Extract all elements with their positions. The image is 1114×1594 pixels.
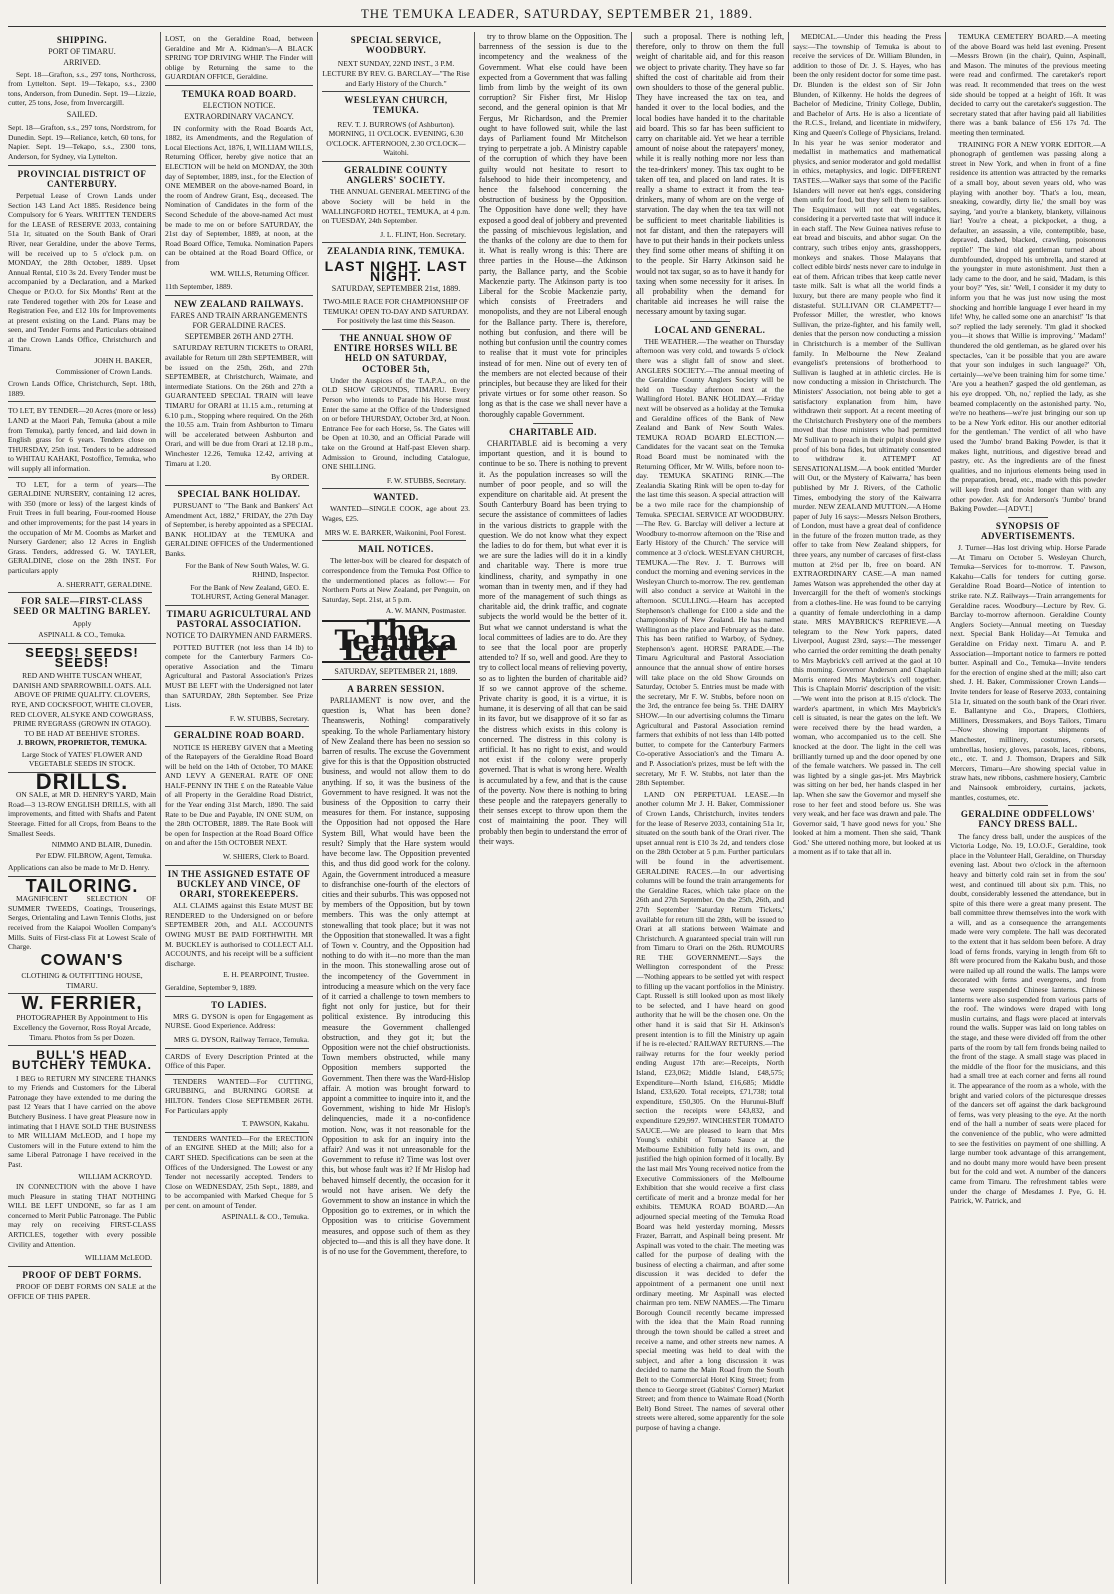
column-divider: [474, 32, 475, 1584]
column-2: [165, 32, 313, 1584]
butchery-signature: WILLIAM ACKROYD.: [78, 1171, 152, 1181]
bank-holiday-signature-2: For the Bank of New Zealand, GEO. E. TOLHURST, Acting General Manager.: [165, 581, 309, 606]
drills-agent: Per EDW. FILBROW, Agent, Temuka.: [35, 850, 152, 860]
assigned-estate-date: Geraldine, September 9, 1889.: [165, 981, 313, 997]
anglers-heading: GERALDINE COUNTY ANGLERS' SOCIETY.: [344, 164, 448, 186]
ladies-body: MRS G. DYSON is open for Engagement as NURSE. Good Experience. Address:: [165, 1011, 313, 1031]
railways-heading: NEW ZEALAND RAILWAYS.: [174, 298, 304, 309]
seeds-body: RED AND WHITE TUSCAN WHEAT, DANISH AND SPARROWBILL OATS. ALL ABOVE OF PRIME QUALITY. CLOVERS, RYE, AND COCKSFOOT, WHITE CLOVER, RED CLOVER, ALSYKE AND COWGRASS, PRIME RYEGRASS (GROWN IN OTAGO). TO BE HAD AT BEEHIVE STORES.: [10, 671, 154, 738]
service-heading: SPECIAL SERVICE, WOODBURY.: [350, 35, 442, 56]
railways-body: SATURDAY RETURN TICKETS to ORARI, available for Return till 28th SEPTEMBER, will be issued on the 25th, 26th, and 27th SEPTEMBER, at Christchurch, Waimate, and intermediate Stations. On the 26th and 27th a GUARANTEED SPECIAL TRAIN will leave TIMARU for ORARI at 11.15 a.m., returning at 6.10 p.m., Stopping where required. On the 26th the 10.55 a.m. Train from Ashburton to Timaru will be accelerated between Ashburton and Orari, and will be due from Orari at 12.18 p.m., Winchester 12.26, Temuka 12.42, arriving at Timaru at 1.20.: [165, 343, 313, 468]
seed-sale-signature: ASPINALL & CO., Temuka.: [8, 628, 156, 644]
debt-body: PROOF OF DEBT FORMS ON SALE at the OFFICE OF THIS PAPER.: [8, 1282, 156, 1301]
pastoral-body: POTTED BUTTER (not less than 14 lb) to compete for the Canterbury Farmers Co-operative Association and the Timaru Agricultural and Pastoral Association's Prizes MUST BE LEFT with the Undersigned not later than SATURDAY, 28th September. See Prize Lists.: [165, 642, 313, 710]
drills-signature: NIMMO AND BLAIR, Dunedin.: [51, 840, 152, 850]
railways-subheading: FARES AND TRAIN ARRANGEMENTS FOR GERALDINE RACES.: [170, 310, 308, 331]
horses-body: Under the Auspices of the T.A.P.A., on the OLD SHOW GROUNDS, TIMARU. Every Person who intends to Parade his Horse must Enter the same at the Office of the Undersigned on or before THURSDAY, October 3rd, at Noon. Entrance Fee for each Horse, 5s. The Gates will be Open at 10.30, and an Official Parade will take on the Ground at Half-past Eleven sharp. Admission to Ground, including Catalogue, ONE SHILLING.: [322, 375, 470, 472]
section-divider: [690, 321, 730, 322]
horses-signature: F. W. STUBBS, Secretary.: [322, 474, 466, 490]
cowan-subheading: CLOTHING & OUTFITTING HOUSE, TIMARU.: [8, 969, 156, 994]
wanted-body: WANTED—SINGLE COOK, age about 23. Wages, £25.: [322, 504, 470, 524]
election-date: 11th September, 1889.: [165, 280, 313, 296]
charitable-aid-continued: such a proposal. There is nothing left, therefore, only to throw on them the full weight of charitable aid, and for this reason we object to private charity. They have so far shifted the cost of charitable aid from their own shoulders to those of the general public. They have increased the tax on tea, and handed it over to the local bodies, and the local bodies have handed it to the charitable aid board. This so far has been sufficient to carry on charitable aid. Yet we hear a terrible amount of noise about the ratepayers' money, while it is really nothing more nor less than the tea-drinkers' money. This tax ought to be taken off tea, and placed on land rates. It is really a shame to extract it from the tea-drinkers, many of whom are on the verge of starvation. The day when the tea tax will not be sufficient to meet charitable liabilities is not far distant, and then the ratepayers will have to put their hands in their pockets unless they find some other means of shifting it on to the people. Sir Harry Atkinson said he would not tax sugar, so as to have it handy for taxing when some necessity for it arises. In all probability when the demand for charitable aid increases he will raise the necessary amount by taxing sugar.: [636, 32, 784, 317]
assigned-estate-signature: E. H. PEARPOINT, Trustee.: [223, 970, 309, 980]
bank-holiday-signature-1: For the Bank of New South Wales, W. G. RHIND, Inspector.: [185, 560, 309, 580]
section-divider: [533, 423, 573, 424]
district-signature-title: Commissioner of Crown Lands.: [55, 366, 152, 376]
top-rule: [8, 26, 1106, 27]
bank-holiday-heading: SPECIAL BANK HOLIDAY.: [177, 488, 301, 499]
barren-session-heading: A BARREN SESSION.: [347, 683, 445, 694]
anglers-body: THE ANNUAL GENERAL MEETING of the above Society will be held in the WALLINGFORD HOTEL, TEMUKA, at 4 p.m. on TUESDAY, 24th September.: [322, 187, 470, 226]
tenders-ad-1-signature: T. PAWSON, Kakahu.: [165, 1117, 309, 1133]
railways-dates: SEPTEMBER 26TH AND 27TH.: [184, 332, 294, 342]
column-4: [479, 32, 627, 1584]
rink-heading: ZEALANDIA RINK, TEMUKA.: [327, 246, 465, 257]
election-signature: WM. WILLS, Returning Officer.: [210, 269, 309, 279]
wanted-signature: MRS W. E. BARKER, Waikonini, Pool Forest.: [322, 526, 466, 542]
shipping-heading: SHIPPING.: [56, 35, 108, 45]
barren-session-continued: try to throw blame on the Opposition. The barrenness of the session is due to the incompetency and the weakness of the Government. What else could have been expected from a Government that was falling limb from limb by the weight of its own corruption? Sir Fisher first, Mr Hislop second, and the general opinion is that Mr Fergus, Mr Richardson, and the Premier ought to have followed suit, while the last days of Parliament found Mr Mitchelson trying to perpetrate a job. A Ministry capable of the corruption of which they have been guilty would not hesitate to resort to falsehood to hide their incompetency, and hence the falsehood concerning the obstruction of business by the Opposition. The Opposition have done well; they have exposed a good deal of jobbery and prevented the passing of mischievous legislation, and the thanks of the colony are due to them for it. What is really wrong is this: There are three parties in the House—the Atkinson party, the Ballance party, and the Scobie Mackenzie party. The Atkinson party is too Liberal for the Scobie Mackenzie party, which consists of Freetraders and monopolists, and they are not Liberal enough for the Ballance party. There is, therefore, nothing but confusion, and there will be nothing but confusion until the country comes to realise that it must vote for principles instead of for men. Nine out of every ten of the members are not elected because of their principles, but because they are liked for their private virtues or for some other reason. So long as that is the case we shall never have a thoroughly capable Government.: [479, 32, 627, 419]
wesleyan-body: REV. T. J. BURROWS (of Ashburton). MORNING, 11 O'CLOCK. EVENING, 6.30 O'CLOCK. AFTERNOON, 2.30 O'CLOCK—Waitohi.: [322, 118, 470, 162]
rink-body: TWO-MILE RACE FOR CHAMPIONSHIP OF TEMUKA! OPEN TO-DAY AND SATURDAY. For positively the last time this Season.: [322, 295, 470, 330]
tailoring-body: MAGNIFICENT SELECTION OF SUMMER TWEEDS, Coatings, Trouserings, Serges, Orientaling and Lawn Tennis Cloths, just received from the Kaiapoi Woollen Company's Mills. Suits of First-class Fit at Lowest Scale of Charge.: [8, 894, 156, 952]
editor-anecdote: TRAINING FOR A NEW YORK EDITOR.—A phonograph of gentlemen was passing along a street in New York, and when in front of a fine residence its attention was attracted by the remarks of a small boy, about seven years old, who was playing with another boy. 'That's a lou, mean, sneaking, cowardly, dirty lie,' the small boy was saying, 'and you're a blankety, blankety, villainous liar! You're a cheat, a pickpocket, a thug, a defaulter, an assassin, a vile, contemptible, base, depraved, dashed, blacked, crawling, poisonous reptile!' The kind old gentleman turned about dumbfounded, dropped his umbrella, and stared at the youngster in mute astonishment. Just then a lady came to the door, and he said, 'Madam, is this your boy?' 'Yes, sir.' 'Well, I consider it my duty to inform you that he was just now using the most shocking and horrible language I ever heard in my life! Why, he called some one an anarchist!' 'Is that so?' replied the lady serenely. 'I'm glad it shocked you—it shows that Willie is improving.' 'Madam!' thundered the old gentleman, as he glared over his spectacles, 'can it be possible that you are aware that your son indulges in such language?' 'Oh, certainly—we've been training him for some time.' 'Are you a heathen?' gasped the old gentleman, as his eye dropped. 'Oh, no,' replied the lady, as she beamed complacently on the astonished party. 'No, we're no heathens—we're just bringing our son up to be a New York editor. His our another editorial for the gentleman.' The verdict of all who have used the 'Jumbo' brand Baking Powder, is that it makes light, nutritious, and digestive bread and pastry, etc. As the ingredients are of the finest qualities, and no injurious elements being used in the preparation, bread, etc., made with this powder will keep fresh and moist longer than with any other powder. Ask for Anderson's 'Jumbo' brand Baking Powder.—[ADVT.]: [950, 139, 1106, 514]
masthead: THE TEMUKA LEADER, SATURDAY, SEPTEMBER 21, 1889.: [360, 6, 754, 21]
column-divider: [631, 32, 632, 1584]
ladies-heading: TO LADIES.: [211, 999, 267, 1010]
synopsis-heading: SYNOPSIS OF ADVERTISEMENTS.: [981, 520, 1075, 541]
seed-sale-apply: Apply: [72, 618, 92, 628]
pastoral-heading: TIMARU AGRICULTURAL AND PASTORAL ASSOCIATION.: [166, 608, 312, 630]
column-divider: [945, 32, 946, 1584]
election-heading: TEMUKA ROAD BOARD.: [181, 88, 297, 99]
mail-signature: A. W. MANN, Postmaster.: [385, 606, 466, 616]
drills-note: Applications can also be made to Mr D. Henry.: [8, 861, 156, 877]
horses-heading: THE ANNUAL SHOW OF ENTIRE HORSES WILL BE HELD ON SATURDAY, OCTOBER 5th,: [333, 332, 459, 374]
arrived-label: ARRIVED.: [63, 58, 101, 68]
sailed-label: SAILED.: [66, 109, 98, 119]
butchery2-body: IN CONNECTION with the above I have much Pleasure in stating THAT NOTHING WILL BE LEFT UNDONE, so far as I am concerned to Merit Public Patronage. The Public may rely on receiving FIRST-CLASS ARTICLES, together with every possible Civility and Attention.: [8, 1182, 156, 1249]
charitable-aid-body: CHARITABLE aid is becoming a very important question, and it is bound to continue to be so. There is nothing to prevent it. As the population increases so will the number of poor people, and so will the expenditure on charitable aid. At present the South Canterbury Board has been trying to secure the assistance of committees of ladies in the various districts to grapple with the question. We do not know what they expect the ladies to do for them, but what ever it is we are sure the ladies will do it in a kindly and charitable way. There is more true kindliness, charity, and sympathy in one woman than in twenty men, and if they had more of the management of such things as charitable aid, the drink traffic, and cognate subjects the world would be the better of it. But what we cannot understand is what the local committees of ladies are to do. Are they to see that the local poor are properly attended to? If so, well and good. Are they to try to collect local means of relieving poverty, so as to lighten the burden of charitable aid? If so we cannot approve of the scheme. Private charity is good, it is a virtue, it is humane, it is deserving of all that can be said in its favor, but we disapprove of it so far as the distress which exists in this colony is concerned. The distress in this colony is artificial. It has no right to exist, and would not exist if the colony were properly governed. That is what is wrong here. Wealth is accumulated by a few, and that is the cause of the poverty. Now there is nothing to bring these people and the ratepayers generally to their senses except to throw upon them the cost of maintaining the poor. They will probably then begin to understand the error of their ways.: [479, 438, 627, 846]
debt-heading: PROOF OF DEBT FORMS.: [22, 1269, 142, 1280]
to-let-ad-2-signature: A. SHERRATT, GERALDINE.: [8, 578, 152, 594]
drills-heading: DRILLS.: [35, 769, 129, 795]
ball-heading: GERALDINE ODDFELLOWS' FANCY DRESS BALL.: [960, 809, 1096, 830]
local-general-body: THE WEATHER.—The weather on Thursday afternoon was very cold, and towards 5 o'clock there was a slight fall of snow and sleet. ANGLERS SOCIETY.—The annual meeting of the Geraldine County Anglers Society will be held on Tuesday afternoon next at the Wallingford Hotel. BANK HOLIDAY.—Friday next will be observed as a holiday at the Temuka and Geraldine offices of the Bank of New Zealand and Bank of New South Wales. TEMUKA ROAD BOARD ELECTION.—Candidates for the vacant seat on the Temuka Road Board must be nominated with the Returning Officer, Mr W. Wills, before noon to-day. TEMUKA SKATING RINK.—The Zealandia Skating Rink will be open to-day for the last time this season. A special attraction will be a two mile race for the championship of Temuka. SPECIAL SERVICE AT WOODBURY.—The Rev. G. Barclay will deliver a lecture at Woodbury to-morrow afternoon on the 'Rise and Early History of the Church.' The service will commence at 3 o'clock. WESLEYAN CHURCH, TEMUKA.—The Rev. J. T. Burrows will conduct the morning and evening services in the Wesleyan Church to-morrow. The rev. gentleman will also conduct a service at Waitohi in the afternoon. SCULLING.—Hearn has accepted Stephenson's challenge for £100 a side and the championship of New Zealand. He has named Wellington as the place and February as the date. This has been ratified to Warboy, of Sydney, Stephenson's agent. HORSE PARADE.—The Timaru Agricultural and Pastoral Association announce that the annual show of entire horses will take place on the old Show Grounds on Saturday, October 5. Entries must be made with the secretary, Mr F. W. Stubbs, before noon on the 3rd, the entrance fee being 5s. THE DAIRY SHOW.—In our advertising columns the Timaru Agricultural and Pastoral Association remind farmers that exhibits of not less than 14lb potted butter, to compete for the Canterbury Farmers Co-operative Association's and the Timaru A. and P. Association's prizes, must be left with the secretary, Mr F. W. Stubbs, not later than the 28th September.: [636, 336, 784, 788]
cards-ad: CARDS of Every Description Printed at the Office of this Paper.: [165, 1050, 313, 1075]
pastoral-subheading: NOTICE TO DAIRYMEN AND FARMERS.: [165, 631, 312, 641]
wesleyan-heading: WESLEYAN CHURCH, TEMUKA.: [344, 95, 448, 116]
mail-body: The letter-box will be cleared for despatch of correspondence from the Temuka Post Office to the undermentioned places as follow:— For Northern Ports at New Zealand, per Penguin, on Saturday, Sept. 21st, at 5 p.m.: [322, 556, 470, 604]
charitable-aid-heading: CHARITABLE AID.: [509, 426, 597, 437]
geraldine-board-signature: W. SHIERS, Clerk to Board.: [165, 850, 309, 866]
local-general-continued: MEDICAL.—Under this heading the Press says:—The township of Temuka is about to receive the services of Dr. William Blunden, in addition to those of Dr. J. S. Hayes, who has been the only resident doctor for some time past. Dr. Blunden is the eldest son of Sir John Blunden, of Kilkenny. He holds the degrees of Bachelor of Medicine, Trinity College, Dublin, and Bachelor of Arts. He is also a licentiate of the R.C.S., Ireland, and licentiate in midwifery, King and Queen's College of Physicians, Ireland. In his year he was senior moderator and medallist in mathematics and mathematical physics, and senior moderator and gold medallist in ethics, metaphysics, and logic. DIFFERENT TASTES.—Walker says that some of the Pacific Islanders will never eat hen's eggs, considering them unfit for food, but they sell them to sailors. The Esquimaux will not eat vegetables, considering it a perverted taste that will induce it in each staff. The New Guinea natives refuse to eat bread and biscuits, and abhor sugar. On the contrary, such tribes enjoy ants, grasshoppers, monkeys and snakes. Those Malayans that collect edible birds' nests never care to indulge in eat of them. African tribes that keep cattle never taste milk. Salt is what all the world finds a luxury, but there are many people who find it distasteful. SULLIVAN OR CLAMPETT?—Professor Miller, the wrestler, who knows Sullivan, the prize-fighter, and his family well, denies that the person now conducting a mission in Christchurch is a member of the Sullivan family. In Melbourne the New Zealand evangelist's pretensions of brotherhood to Sullivan is laughed at in athletic circles. He is now conducting a mission in Christchurch. The Ministers' Association, not being able to get a satisfactory explanation from him, have withdrawn their support. At a recent meeting of the Christchurch Presbytery one of the members moved that those ministers who had permitted Mr Sullivan to preach in their pulpit should give proof of his bona fides, but ultimately consented to withdraw it. ATTEMPT AT SENSATIONALISM.—A book entitled 'Murder will Out, or the Mystery of Kaiwarra,' has been published by Mr J. Rivers, of the Catholic Times, embodying the story of the Kaiwarra murder. NEW ZEALAND MUTTON.—A Home paper of July 16 says:—Messrs Nelson Brothers, of London, must have a great deal of confidence in the future of the frozen mutton trade, as they offer to take from New Zealand shippers, for three years, any number of carcases of first-class mutton at 2½d per lb, free on board. AN EXTRAORDINARY CASE.—A man named James Watson was apprehended the other day at Invercargill for the theft of women's stockings from a clothes-line. He was found to be carrying a quantity of female underclothing in a damp state. MRS MAYBRICK'S REPRIEVE.—A telegram to the New York papers, dated Liverpool, August 23rd, says:—The messenger who carried the order remitting the death penalty to Mrs Maybrick's cell arrived at the gaol at 10 this morning. Governor Anderson and Chaplain Morris entered Mrs Maybrick's cell together. This is Chaplain Morris' description of the visit:—'We went into the prison at 8.15 o'clock. The warder's apartment, in which Mrs Maybrick's cell is situated, is near the gates on the left. We were received there by the head warden, a woman, who accompanied us to the cell. She knocked at the door. The light in the cell was brilliantly turned up and the door opened by one of the female watchers. We passed in. The cell was lighted by a single gas-jet. Mrs Maybrick was sitting on her bed, her hands clasped in her lap. When she saw the Governor and myself she rose to her feet and stood before us. She was very weak, and her face was drawn and pale. The Governor said, 'I have good news for you.' She looked at him a moment. Then she said, 'Thank God.' She uttered nothing more, but looked at us a moment as if to take that all in.: [793, 32, 941, 857]
column-divider: [317, 32, 318, 1584]
vacancy-subheading: EXTRAORDINARY VACANCY.: [184, 112, 294, 122]
geraldine-board-heading: GERALDINE ROAD BOARD.: [173, 730, 305, 741]
column-6: [793, 32, 941, 1584]
pastoral-signature: F. W. STUBBS, Secretary.: [165, 712, 309, 728]
district-body: Perpetual Lease of Crown Lands under Section 143 Land Act 1885. Residence being Compulsory for 6 Years. WRITTEN TENDERS for the LEASE of RESERVE 2033, containing 51a 1r, situated on the South Bank of Orari River, near Geraldine, under the above Terms, will be received up to 5 o'clock p.m. on MONDAY, the 28th October, 1889. Upset Annual Rental, £10 3s 2d. Every Tender must be accompanied by a Declaration, and a Marked Cheque or P.O.O. for Six Months' Rent at the rate Tendered together with 20s for Lease and Registration Fee, and £12 10s for Improvements at present existing on the Land. Plans may be seen, and Tender Forms and Particulars obtained at the Crown Lands Office, Christchurch and Timaru.: [8, 190, 156, 354]
rink-date: SATURDAY, SEPTEMBER 21st, 1889.: [331, 283, 461, 293]
barren-session-body: PARLIAMENT is now over, and the question is, What has been done? Theansweris, Nothing! comparatively speaking. To the whole Parliamentary history of New Zealand there has been no session so barren of results. The excuse the Government give for this is that the Opposition obstructed business, and would not allow them to do anything. If so, it was the business of the Government to have resigned. It was not the business of the Opposition to carry their measures for them. For instance, supposing the Opposition had not opposed the Hare System Bill, What would have been the result? Simply that the Hare system would have become law. The Opposition prevented this, and thus did good work for the colony. Again, the Government introduced a measure to disfranchise one-fourth of the electors of cities and their suburbs. This was opposed not by members of the Opposition, but by town members. This was the only attempt at stonewalling that took place; but it was not the Opposition that stonewalled. It was a fight of Town v. Country, and the Opposition had nothing to do with it—no more than the man in the moon. This stonewalling arose out of the incompetency of the Government in introducing a measure which on the very face of it carried a challenge to town members to fight not only for justice, but for their political existence. By introducing this measure the Government challenged obstruction, and they got it; but the Opposition were not the chief obstructionists. Town members obstructed, while many Opposition members supported the Government. Then there was the Ward-Hislop affair. A motion was brought forward to appoint a committee to inquire into it, and the Government, wishing to hide Mr Hislop's delinquencies, made it a no-confidence motion. Now, was it not reasonable for the Opposition to ask for an inquiry into the affair? And was it not unreasonable for the Government to refuse it? Time was lost over this, but whose fault was it? If Mr Hislop had behaved himself decently, the occasion for it would not have arisen. We defy the Government to show an instance in which the Opposition go to extremes, or in which the Opposition was to criticise Government measures, and oppose such of them as they objected to—and this is all they have done. It is of no use for the Government, therefore, to: [322, 696, 470, 1257]
port-heading: PORT OF TIMARU.: [48, 47, 116, 57]
section-divider: [1008, 805, 1048, 806]
column-divider: [788, 32, 789, 1584]
seed-sale-heading: FOR SALE—FIRST-CLASS SEED OR MALTING BARLEY.: [13, 596, 151, 617]
sailed-list: Sept. 18—Grafton, s.s., 297 tons, Nordstrom, for Dunedin. Sept. 19—Reliance, ketch, 60 tons, for Napier. Sept. 19—Tekapo, s.s., 2300 tons, Anderson, for Sydney, via Lyttelton.: [8, 121, 156, 165]
seeds-extra: Large Stock of YATES' FLOWER AND VEGETABLE SEEDS IN STOCK.: [8, 748, 156, 773]
ball-body: The fancy dress ball, under the auspices of the Victoria Lodge, No. 19, I.O.O.F., Geraldine, took place in the Volunteer Hall, Geraldine, on Thursday evening last. About two o'clock in the afternoon heavy and bitterly cold rain set in from the sou' west, and continued till about six p.m. This, no doubt, considerably lessened the attendance, but in spite of this there were a great many present. The ball committee threw themselves into the work with a will, and as a consequence the arrangements made were very complete. The hall was decorated to the extent that it has seldom been before. A dray load of ferns fronds, varying in length from 6ft to 8ft were procured from the Kakahu bush, and those were nailed up all round the walls. The lamps were decorated with ferns and evergreens, and from these were suspended Chinese lanterns. Chinese lanterns were also suspended from various parts of the roof. The windows were draped with long muslin curtains, and flags were placed at intervals round the walls. Supper was laid on long tables on the stage, and these were divided off from the other parts of the room by tall fern fronds being nailed to the front of the stage. A small stage was placed in the middle of the floor for the musicians, and this had a small tree at each corner and ferns all round it. The appearance of the room as a whole, with the bright and varied colors of the picturesque dresses of the dancers set off against the dark background of ferns, was very pleasing to the eye. At the north end of the hall a number of seats were placed for the convenience of the public, who were admitted to see the festivities on payment of one shilling. A large number took advantage of this arrangement, and no doubt many more would have been present but for the cold and wet. A number of the dancers came from Timaru. The refreshment tables were under the charge of Mesdames J. Pye, G. H. Patrick, W. Patrick, and: [950, 831, 1106, 1206]
mail-heading: MAIL NOTICES.: [358, 544, 434, 555]
ladies-signature: MRS G. DYSON, Railway Terrace, Temuka.: [165, 1033, 309, 1049]
lost-ad: LOST, on the Geraldine Road, between Geraldine and Mr A. Kidman's—A BLACK SPRING TOP DRIVING WHIP. The Finder will oblige by Returning the same to the GUARDIAN OFFICE, Geraldine.: [165, 32, 313, 86]
tailoring-heading: TAILORING.: [25, 876, 139, 897]
district-dateline: Crown Lands Office, Christchurch, Sept. 18th, 1889.: [8, 377, 156, 402]
column-5: [636, 32, 784, 1584]
column-1: [8, 32, 156, 1584]
assigned-estate-heading: IN THE ASSIGNED ESTATE OF BUCKLEY AND VINCE, OF ORARI, STOREKEEPERS.: [167, 868, 311, 900]
ferrier-heading: W. FERRIER,: [21, 993, 143, 1014]
ferrier-subheading: PHOTOGRAPHER By Appointment to His Excellency the Governor, Ross Royal Arcade, Timaru. Photos from 5s per Dozen.: [8, 1011, 156, 1046]
local-general-body-2: LAND ON PERPETUAL LEASE.—In another column Mr J. H. Baker, Commissioner of Crown Lands, Christchurch, invites tenders for the lease of Reserve 2033, containing 51a 1r, situated on the south bank of the Orari river. The upset annual rent is £10 3s 2d, and tenders close on the 28th October at 5 p.m. Further particulars will be found in the advertisement. GERALDINE RACES.—In our advertising columns will be found the train arrangements for the Geraldine Races, which take place on the 26th and 27th September. On the 25th, 26th, and 27th September 'Saturday Return Tickets,' available for return till the 28th, will be issued to Orari at all stations between Waimate and Christchurch. A guaranteed special train will run from Timaru to Orari on the 26th. RUMOURS RE THE GOVERNMENT.—Says the Wellington correspondent of the Press:—'Nothing appears to be settled yet with respect to filling up the vacant portfolios in the Ministry. Capt. Russell is still looked upon as most likely to be selected, and I have heard on good authority that he will be the chosen one. On the other hand it is said that Sir H. Atkinson's present intention is to fill the Ministry up again if he is re-elected.' RAILWAY RETURNS.—The railway returns for the four weekly period ending August 17th are:—Receipts, North Island, £23,062; Middle Island, £48,575; Expenditure—North Island, £16,685; Middle Island, £33,620. Total receipts, £71,738; total expenditure, £50,305. On the Hurunui-Bluff section the receipts were £43,832, and expenditure £29,997. WINCHESTER TOMATO SAUCE.—We are pleased to learn that Mrs Young's exhibit of Tomato Sauce at the Melbourne Exhibition fully held its own, and justified the high opinion formed of it locally. By the last mail Mrs Young received notice from the Executive Commissioners of the Melbourne Exhibition that she would receive a first class certificate of merit and a bronze medal for her exhibits. TEMUKA ROAD BOARD.—An adjourned special meeting of the Temuka Road Board was held yesterday morning, Messrs Frazer, Barratt, and Aspinall being present. Mr Aspinall was voted to the chair. The meeting was called for the purpose of dealing with the business of electing a chairman, and after some discussion it was decided to defer the appointment of a permanent one until next ordinary meeting. Mr Aspinall was elected chairman pro tem. NEW NAMES.—The Timaru Borough Council recently became impressed with the idea that the Main Road running through the town should be called a street and receive a name, and other streets new names. A special meeting was held to deal with the subject, and after a long discussion it was decided to name the Main Road from the South Belt to the Commercial Hotel King Street; from thence to George street (Gabites' Corner) Market Street; and from thence to Waimate Road (North Belt) Bond Street. The names of several other streets were altered, some apparently for the sole purpose of having a change.: [636, 789, 784, 1432]
newspaper-dateline: SATURDAY, SEPTEMBER 21, 1889.: [322, 665, 470, 680]
synopsis-body: J. Turner—Has lost driving whip. Horse Parade—At Timaru on October 5. Wesleyan Church, Temuka—Services for to-morrow. T. Pawson, Kakahu—Calls for tenders for cutting gorse. Geraldine Road Board—Notice of intention to strike rate. N.Z. Railways—Train arrangements for Geraldine races. Woodbury—Lecture by Rev. G. Barclay to-morrow afternoon. Geraldine County Anglers Society—Annual meeting on Tuesday next. Special Bank Holiday—At Temuka and Geraldine on Friday next. Timaru A. and P. Association—Important notice to farmers re potted butter. Aspinall and Co., Temuka—Invite tenders for the erection of engine shed at the mill; also cart shed. J. H. Baker, Commissioner Crown Lands—Invite tenders for lease of Reserve 2033, containing 51a 1r, situated on the south bank of the Orari river. E. Ballantyne and Co., Drapers, Clothiers, Milliners, Dressmakers, and Boys Tailors, Timaru—Now showing important shipments of Manchester, millinery, costumes, corsets, umbrellas, hosiery, gloves, parasols, laces, ribbons, etc., etc. T. and J. Thomson, Drapers and Silk Mercers, Timaru—Are showing special value in straw hats, new ribbons, cashmere hosiery, Cambric and Nainsook embroidery, curtains, jackets, mantles, costumes, etc.: [950, 543, 1106, 802]
railways-signature: By ORDER.: [165, 470, 309, 486]
column-3: [322, 32, 470, 1584]
district-heading: PROVINCIAL DISTRICT OF CANTERBURY.: [17, 168, 147, 189]
wanted-heading: WANTED.: [373, 492, 419, 503]
service-body: NEXT SUNDAY, 22ND INST., 3 P.M. LECTURE BY REV. G. BARCLAY—"The Rise and Early History of the Church.": [322, 57, 470, 92]
anglers-signature: J. L. FLINT, Hon. Secretary.: [322, 228, 466, 244]
seeds-heading: SEEDS! SEEDS! SEEDS!: [25, 644, 139, 670]
to-let-ad-1: TO LET, BY TENDER—20 Acres (more or less) LAND at the Maori Pah, Temuka (about a mile from Temuka), partly fenced, and laid down in English grass for 6 years. Tenders close on THURSDAY, 25th inst. Tenders to be addressed to WHITAU KAHAKI, Postoffice, Temuka, who will supply all information.: [8, 404, 156, 477]
to-let-ad-2: TO LET, for a term of years—The GERALDINE NURSERY, containing 12 acres, with 350 (more or less) of the largest kinds of Fruit Trees in full bearing, Four-roomed House and other improvements; for the past 14 years in the occupation of Mr M. Coombs as Market and Nursery Gardener; also 12 Acres in English Grass. Tenders, addressed G. W. TAYLER, GERALDINE, close on the 28th INST. For particulars apply: [8, 479, 156, 575]
election-subheading: ELECTION NOTICE.: [202, 101, 276, 111]
cemetery-board-item: TEMUKA CEMETERY BOARD.—A meeting of the above Board was held last evening. Present—Messrs Brown (in the chair), Quinn, Aspinall, and Mason. The minutes of the previous meeting were read and confirmed. The caretaker's report was read. It recommended that trees on the west side should be topped at a height of 16ft. It was decided to carry out the caretaker's suggestion. The secretary stated that after having paid all liabilities there was a bank balance of £56 17s 7d. The meeting then terminated.: [950, 32, 1106, 137]
column-divider: [160, 32, 161, 1584]
tenders-ad-2: TENDERS WANTED—For the ERECTION of an ENGINE SHED at the Mill; also for a CART SHED. Specifications can be seen at the Offices of the Undersigned. The Lowest or any Tender not necessarily accepted. Tenders to Close on WEDNESDAY, 25th Sept., 1889, and to be accompanied with Marked Cheque for 5 per cent. on amount of Tender.: [165, 1133, 313, 1210]
local-general-heading: LOCAL AND GENERAL.: [654, 324, 766, 335]
section-divider: [1008, 517, 1048, 518]
newspaper-title: The Temuka Leader: [322, 620, 470, 663]
assigned-estate-body: ALL CLAIMS against this Estate MUST BE RENDERED to the Undersigned on or before SEPTEMBER 20th, and ALL ACCOUNTS OWING MUST BE PAID FORTHWITH. MR M. BUCKLEY is authorised to COLLECT ALL ACCOUNTS, and his receipt will be a sufficient discharge.: [165, 901, 313, 968]
tenders-ad-2-signature: ASPINALL & CO., Temuka.: [221, 1212, 309, 1222]
rink-last-night: LAST NIGHT. LAST NIGHT.: [324, 257, 468, 284]
butchery-body: I BEG to RETURN MY SINCERE THANKS to my Friends and Customers for the Liberal Patronage they have extended to me during the past 12 Years that I have carried on the above Butchery Business. I have great Pleasure now in intimating that I HAVE SOLD THE BUSINESS to MR WILLIAM McLEOD, and I hope my Customers will in the Future extend to him the same Liberal Patronage I have received in the Past.: [8, 1073, 156, 1169]
seeds-signature: J. BROWN, PROPRIETOR, TEMUKA.: [17, 738, 147, 748]
geraldine-board-body: NOTICE IS HEREBY GIVEN that a Meeting of the Ratepayers of the Geraldine Road Board will be held on the 14th of October, TO MAKE AND LEVY A GENERAL RATE OF ONE HALF-PENNY IN THE £ on the Rateable Value of all Property in the Geraldine Road District, for the Year ending 31st March, 1890. The said Rate to be Due and Payable, IN ONE SUM, on the 28th OCTOBER, 1889. The Rate Book will be open for Inspection at the Road Board Office on and after the 15th OCTOBER NEXT.: [165, 742, 313, 848]
tenders-ad-1: TENDERS WANTED—For CUTTING, GRUBBING, and BURNING GORSE at HILTON. Tenders Close SEPTEMBER 26TH. For Particulars apply: [165, 1076, 313, 1115]
arrived-list: Sept. 18—Grafton, s.s., 297 tons, Northcross, from Lyttelton. Sept. 19—Tekapo, s.s., 2300 tons, Anderson, from Dunedin. Sept. 19—Lizzie, cutter, 25 tons, Jose, from Invercargill.: [8, 69, 156, 108]
drills-body: ON SALE, at MR D. HENRY'S YARD, Main Road—3 13-ROW ENGLISH DRILLS, with all improvements, and fitted with Shafts and Patent Steerage. Fitted for all Crops, from Beans to the Smallest Seeds.: [8, 790, 156, 838]
butchery2-signature: WILLIAM McLEOD.: [8, 1251, 152, 1267]
butchery-heading: BULL'S HEAD BUTCHERY TEMUKA.: [11, 1048, 152, 1073]
bank-holiday-body: PURSUANT to "The Bank and Bankers' Act Amendment Act, 1882," FRIDAY, the 27th Day of September, is hereby appointed as a SPECIAL BANK HOLIDAY at the TEMUKA and GERALDINE OFFICES of the Undermentioned Banks.: [165, 501, 313, 558]
cowan-heading: COWAN'S: [40, 951, 124, 969]
column-7: [950, 32, 1106, 1584]
election-body: IN conformity with the Road Boards Act, 1882, its Amendments, and the Regulation of Local Elections Act, 1876, I, WILLIAM WILLS, Returning Officer, hereby give notice that an ELECTION will be held on MONDAY, the 30th day of September, 1889, inst., for the Election of ONE MEMBER on the above-named Board, in the room of Andrew Grant, Esq., deceased. The Nomination of Candidates in the form of the Second Schedule of the above-named Act must be made to me on or before SATURDAY, the 21st day of September, 1889, at noon, at the Road Board Office, Temuka. Nomination Papers can be obtained at the Road Board Office, or from: [165, 123, 313, 267]
district-signature: JOHN H. BAKER,: [94, 356, 152, 366]
